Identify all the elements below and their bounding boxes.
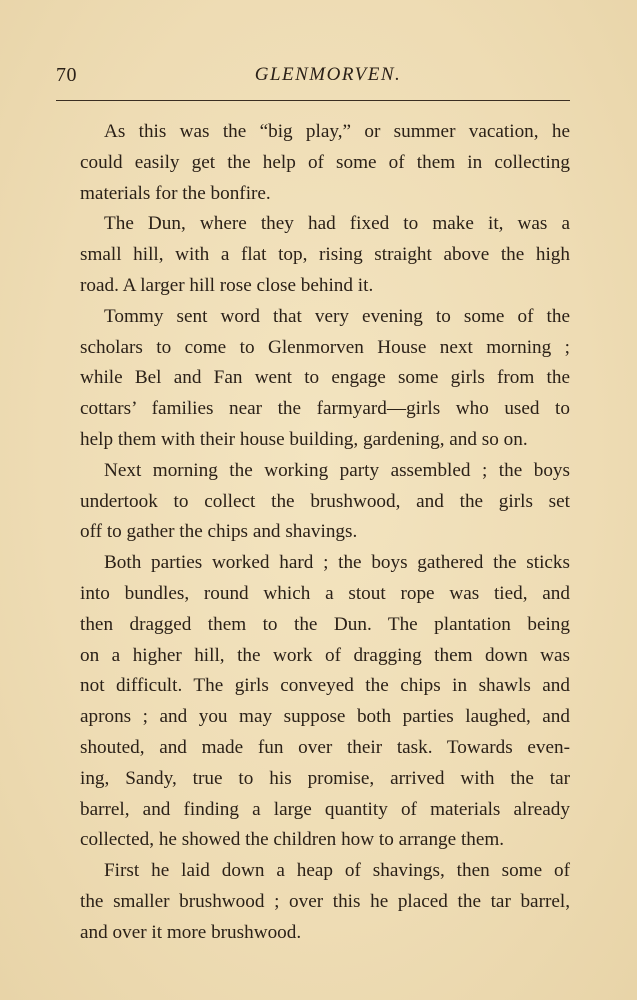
text-line: The Dun, where they had fixed to make it, was a <box>104 213 570 235</box>
paragraph-3 <box>56 302 570 456</box>
text-line: materials for the bonfire. <box>80 182 271 204</box>
text-line: Next morning the working party assembled ; the boys <box>104 459 570 481</box>
text-line: ing, Sandy, true to his promise, arrived with the tar <box>80 767 570 789</box>
text-line: on a higher hill, the work of dragging them down was <box>80 644 570 666</box>
text-line: road. A larger hill rose close behind it. <box>80 274 374 296</box>
text-line: not difficult. The girls conveyed the chips in shawls and <box>80 675 570 697</box>
text-line: cottars’ families near the farmyard—girls who used to <box>80 398 570 420</box>
text-line: collected, he showed the children how to arrange them. <box>80 829 505 851</box>
text-line: could easily get the help of some of them in collecting <box>80 151 570 173</box>
text-line: undertook to collect the brushwood, and the girls set <box>80 490 570 512</box>
text-line: scholars to come to Glenmorven House next morning ; <box>80 336 570 358</box>
header-rule <box>56 100 570 101</box>
paragraph-4 <box>56 456 570 548</box>
text-line: aprons ; and you may suppose both parties laughed, and <box>80 706 570 728</box>
text-line: small hill, with a flat top, rising straight above the high <box>80 244 570 266</box>
text-line: then dragged them to the Dun. The plantation being <box>80 613 570 635</box>
paragraph-6 <box>56 856 570 948</box>
text-line: into bundles, round which a stout rope was tied, and <box>80 582 570 604</box>
text-line: First he laid down a heap of shavings, then some of <box>104 860 570 882</box>
paragraph-5 <box>56 548 570 856</box>
text-line: Both parties worked hard ; the boys gathered the sticks <box>104 552 570 574</box>
page-number: 70 <box>56 64 77 86</box>
text-line: As this was the “big play,” or summer vacation, he <box>104 121 570 142</box>
text-line: the smaller brushwood ; over this he placed the tar barrel, <box>80 890 570 912</box>
running-title: GLENMORVEN. <box>254 64 402 85</box>
body-text <box>56 117 570 949</box>
page-header <box>56 62 570 92</box>
text-line: shouted, and made fun over their task. Towards even- <box>80 736 570 758</box>
paragraph-1 <box>56 117 570 209</box>
text-line: off to gather the chips and shavings. <box>80 521 358 543</box>
text-line: Tommy sent word that very evening to some of the <box>104 305 570 327</box>
text-line: barrel, and finding a large quantity of materials already <box>80 798 570 820</box>
text-line: help them with their house building, gardening, and so on. <box>80 428 528 450</box>
paragraph-2 <box>56 209 570 301</box>
text-line: and over it more brushwood. <box>80 921 302 943</box>
text-line: while Bel and Fan went to engage some girls from the <box>80 367 570 389</box>
